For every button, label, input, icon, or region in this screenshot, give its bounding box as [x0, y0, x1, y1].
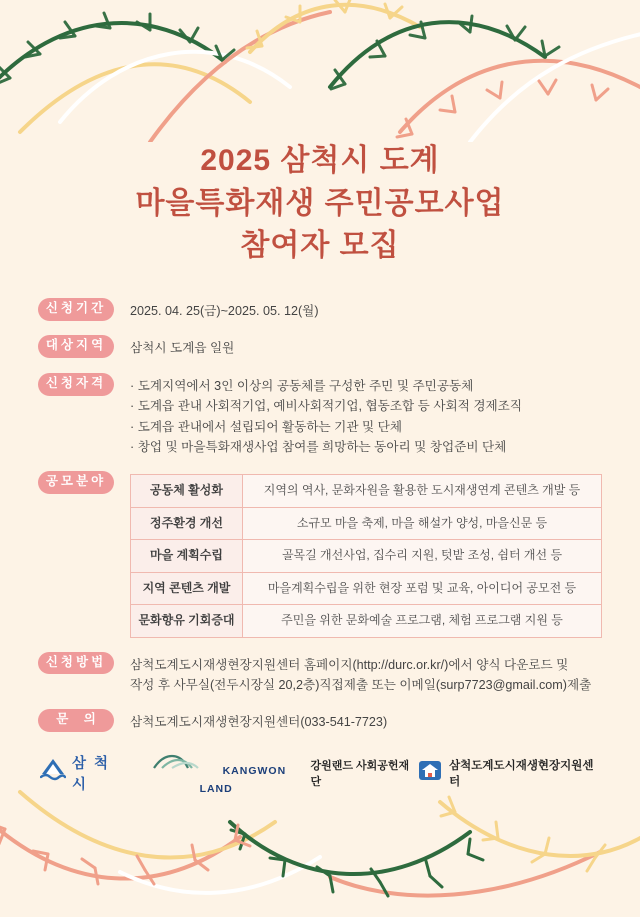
apply-line-1: 삼척도계도시재생현장지원센터 홈페이지(http://durc.or.kr/)에서 양식 다운로드 및: [130, 657, 569, 672]
value-apply-method: [130, 652, 602, 696]
info-row-inquiry: [38, 709, 602, 732]
poster-title: [0, 140, 640, 268]
info-row-period: [38, 298, 602, 321]
info-row-region: [38, 335, 602, 358]
apply-line-2: 작성 후 사무실(전두시장실 20,2층)직접제출 또는 이메일(surp7723@gmail.com)제출: [130, 677, 592, 692]
field-name: 정주환경 개선: [131, 507, 243, 539]
info-row-apply-method: [38, 652, 602, 696]
field-desc: 주민을 위한 문화예술 프로그램, 체험 프로그램 지원 등: [243, 605, 602, 637]
house-icon: [417, 758, 443, 787]
field-desc: 소규모 마을 축제, 마을 해설가 양성, 마을신문 등: [243, 507, 602, 539]
info-row-eligibility: [38, 373, 602, 458]
kangwon-land-kr: 강원랜드 사회공헌재단: [310, 759, 410, 788]
vine-decoration-bottom: [0, 782, 640, 912]
center-label: 삼척도계도시재생현장지원센터: [449, 759, 594, 788]
title-line-1: 2025 삼척시 도계: [200, 144, 440, 177]
footer-logos: [0, 748, 640, 797]
poster-content: [0, 298, 640, 747]
kangwon-mark: [130, 748, 303, 797]
field-desc: 지역의 역사, 문화자원을 활용한 도시재생연계 콘텐츠 개발 등: [243, 475, 602, 507]
table-row: [131, 475, 602, 507]
logo-samcheok-label: 삼 척 시: [72, 755, 111, 793]
value-application-period: 2025. 04. 25(금)~2025. 05. 12(월): [130, 304, 319, 318]
field-name: 마을 계획수립: [131, 540, 243, 572]
table-row: [131, 605, 602, 637]
title-line-3: 참여자 모집: [240, 229, 400, 263]
vine-decoration-top: [0, 0, 640, 142]
fields-table-wrap: [130, 471, 602, 637]
title-line-2: 마을특화재생 주민공모사업: [135, 186, 505, 220]
field-desc: 마을계획수립을 위한 현장 포럼 및 교육, 아이디어 공모전 등: [243, 572, 602, 604]
fields-table: [130, 474, 602, 637]
field-name: 공동체 활성화: [131, 475, 243, 507]
field-name: 문화향유 기회증대: [131, 605, 243, 637]
table-row: [131, 572, 602, 604]
label-application-period: 신청기간: [38, 298, 114, 321]
field-name: 지역 콘텐츠 개발: [131, 572, 243, 604]
label-apply-method: 신청방법: [38, 652, 114, 675]
field-desc: 골목길 개선사업, 집수리 지원, 텃밭 조성, 쉼터 개선 등: [243, 540, 602, 572]
label-target-region: 대상지역: [38, 335, 114, 358]
table-row: [131, 507, 602, 539]
info-row-fields: [38, 471, 602, 637]
logo-kangwon-land: [130, 748, 417, 797]
label-inquiry: 문 의: [38, 709, 114, 732]
value-eligibility: · 도계지역에서 3인 이상의 공동체를 구성한 주민 및 주민공동체 · 도계읍 관내 사회적기업, 예비사회적기업, 협동조합 등 사회적 경제조직 · 도계읍 관내에서 설립되어 활동하는 기관 및 단체 · 창업 및 마을특화재생사업 참여를 희망하는 동아리 및 창업준비 단체: [130, 378, 522, 454]
logo-samcheok-city: [40, 752, 130, 794]
value-target-region: 삼척시 도계읍 일원: [130, 341, 235, 356]
label-contest-fields: 공모분야: [38, 471, 114, 494]
mountain-wave-icon: [40, 758, 66, 787]
table-row: [131, 540, 602, 572]
label-eligibility: 신청자격: [38, 373, 114, 396]
kangwon-land-en: KANGWON LAND: [199, 765, 287, 795]
logo-regeneration-center: [417, 757, 600, 789]
value-inquiry: 삼척도계도시재생현장지원센터(033-541-7723): [130, 715, 388, 730]
